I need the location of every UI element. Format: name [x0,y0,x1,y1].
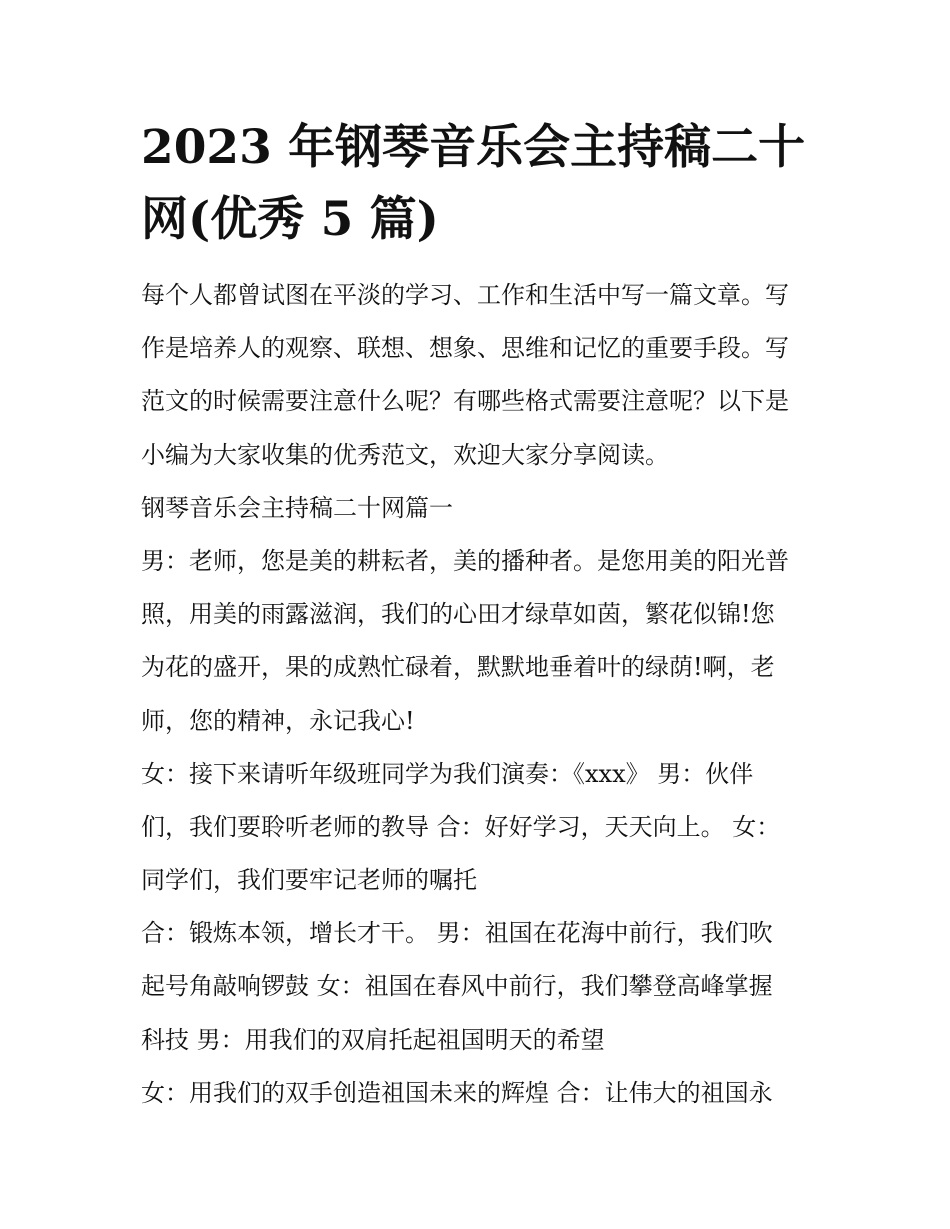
section-heading-1: 钢琴音乐会主持稿二十网篇一 [141,493,453,522]
body-line-9: 师，您的精神，永记我心! [141,706,415,735]
body-line-8: 为花的盛开，果的成熟忙碌着，默默地垂着叶的绿荫!啊，老 [141,653,775,682]
body-line-4: 小编为大家收集的优秀范文，欢迎大家分享阅读。 [141,440,669,469]
document-title [141,112,813,256]
body-line-11: 们，我们要聆听老师的教导 合：好好学习，天天向上。 女： [141,812,781,841]
body-line-10: 女：接下来请听年级班同学为我们演奏：《xxx》 男：伙伴 [141,759,754,788]
body-line-2: 作是培养人的观察、联想、想象、思维和记忆的重要手段。写 [141,334,789,363]
body-line-12: 同学们，我们要牢记老师的嘱托 [141,866,477,895]
body-line-14: 起号角敲响锣鼓 女：祖国在春风中前行，我们攀登高峰掌握 [141,972,773,1001]
body-line-7: 照，用美的雨露滋润，我们的心田才绿草如茵，繁花似锦!您 [141,600,775,629]
body-line-13: 合：锻炼本领，增长才干。 男：祖国在花海中前行，我们吹 [141,919,773,948]
title-line-2: 网(优秀 5 篇) [141,192,439,247]
body-line-16: 女：用我们的双手创造祖国未来的辉煌 合：让伟大的祖国永 [141,1078,773,1107]
document-body [141,269,813,1120]
body-line-6: 男：老师，您是美的耕耘者，美的播种者。是您用美的阳光普 [141,546,789,575]
body-line-15: 科技 男：用我们的双肩托起祖国明天的希望 [141,1025,605,1054]
body-line-3: 范文的时候需要注意什么呢？有哪些格式需要注意呢？以下是 [141,387,789,416]
title-line-1: 2023 年钢琴音乐会主持稿二十 [141,120,806,175]
body-line-1: 每个人都曾试图在平淡的学习、工作和生活中写一篇文章。写 [141,281,789,309]
document-page [141,112,813,1120]
